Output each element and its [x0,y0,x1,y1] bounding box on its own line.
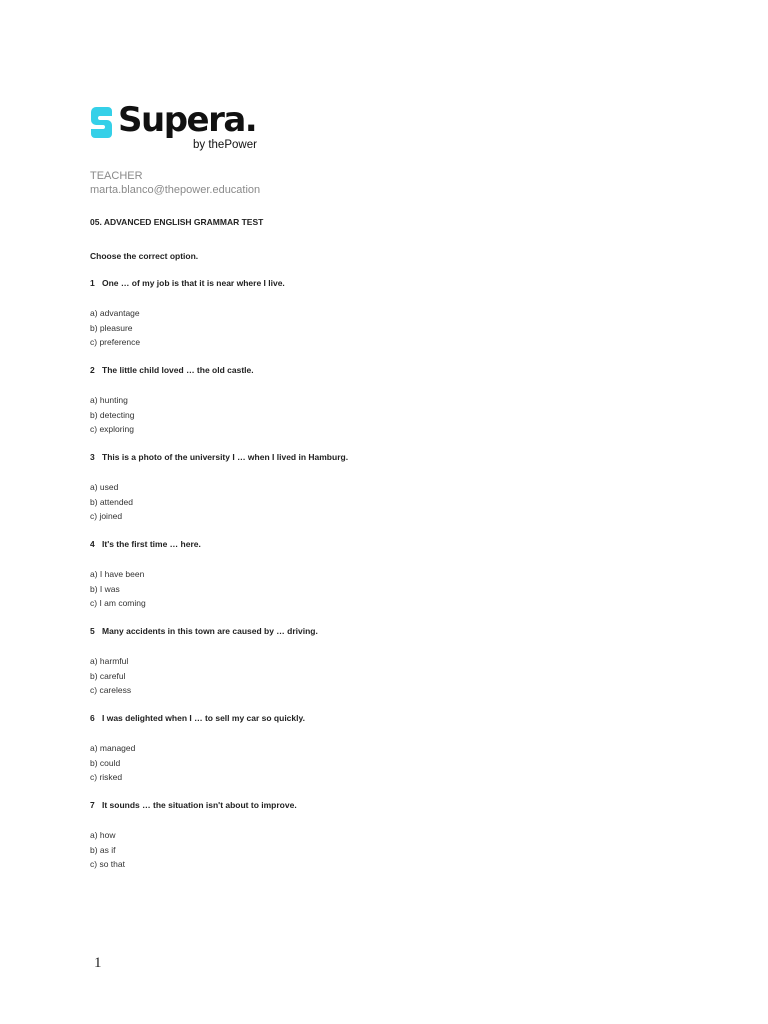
brand-name: Supera. [118,100,257,140]
supera-logo-mark-icon [91,107,112,138]
question-prompt: One … of my job is that it is near where I live. [102,278,285,288]
question-item [90,799,690,886]
answer-option: c) exploring [90,424,134,435]
question-item [90,712,690,799]
question-prompt: Many accidents in this town are caused by … driving. [102,626,318,636]
question-item [90,277,690,364]
question-number: 3 [90,452,95,462]
teacher-email: marta.blanco@thepower.education [90,184,261,196]
brand-logo [91,100,261,154]
answer-option: a) managed [90,743,136,753]
answer-option: a) harmful [90,656,129,666]
question-text [90,538,690,550]
question-prompt: It's the first time … here. [102,539,201,549]
question-text [90,712,690,724]
question-number: 4 [90,539,95,549]
question-item [90,364,690,451]
question-text [90,277,690,289]
question-item [90,538,690,625]
option-list [90,393,690,437]
question-text [90,625,690,637]
question-item [90,451,690,538]
answer-option: a) advantage [90,308,140,318]
answer-option: c) risked [90,772,123,783]
answer-option: c) so that [90,859,125,870]
question-prompt: This is a photo of the university I … when I lived in Hamburg. [102,452,349,462]
question-number: 2 [90,365,95,375]
test-instruction: Choose the correct option. [90,251,199,261]
answer-option: b) as if [90,844,116,855]
question-number: 7 [90,800,95,810]
question-text [90,451,690,463]
answer-option: b) attended [90,496,134,507]
question-prompt: I was delighted when I … to sell my car so quickly. [102,713,305,723]
question-list [90,277,690,886]
option-list [90,480,690,524]
question-item [90,625,690,712]
answer-option: c) joined [90,511,123,522]
answer-option: b) I was [90,583,120,594]
answer-option: b) could [90,757,121,768]
page-number: 1 [94,955,102,971]
answer-option: a) hunting [90,395,128,405]
answer-option: b) pleasure [90,322,133,333]
option-list [90,306,690,350]
answer-option: c) I am coming [90,598,146,609]
option-list [90,741,690,785]
test-title: 05. ADVANCED ENGLISH GRAMMAR TEST [90,217,264,227]
option-list [90,567,690,611]
question-prompt: It sounds … the situation isn't about to improve. [102,800,297,810]
option-list [90,828,690,872]
question-text [90,364,690,376]
answer-option: c) preference [90,337,141,348]
question-text [90,799,690,811]
question-number: 1 [90,278,95,288]
answer-option: b) careful [90,670,126,681]
brand-subtitle: by thePower [193,139,257,151]
question-number: 6 [90,713,95,723]
teacher-label: TEACHER [90,170,143,182]
option-list [90,654,690,698]
answer-option: a) I have been [90,569,145,579]
answer-option: b) detecting [90,409,135,420]
answer-option: a) used [90,482,119,492]
answer-option: c) careless [90,685,132,696]
question-prompt: The little child loved … the old castle. [102,365,254,375]
answer-option: a) how [90,830,116,840]
question-number: 5 [90,626,95,636]
